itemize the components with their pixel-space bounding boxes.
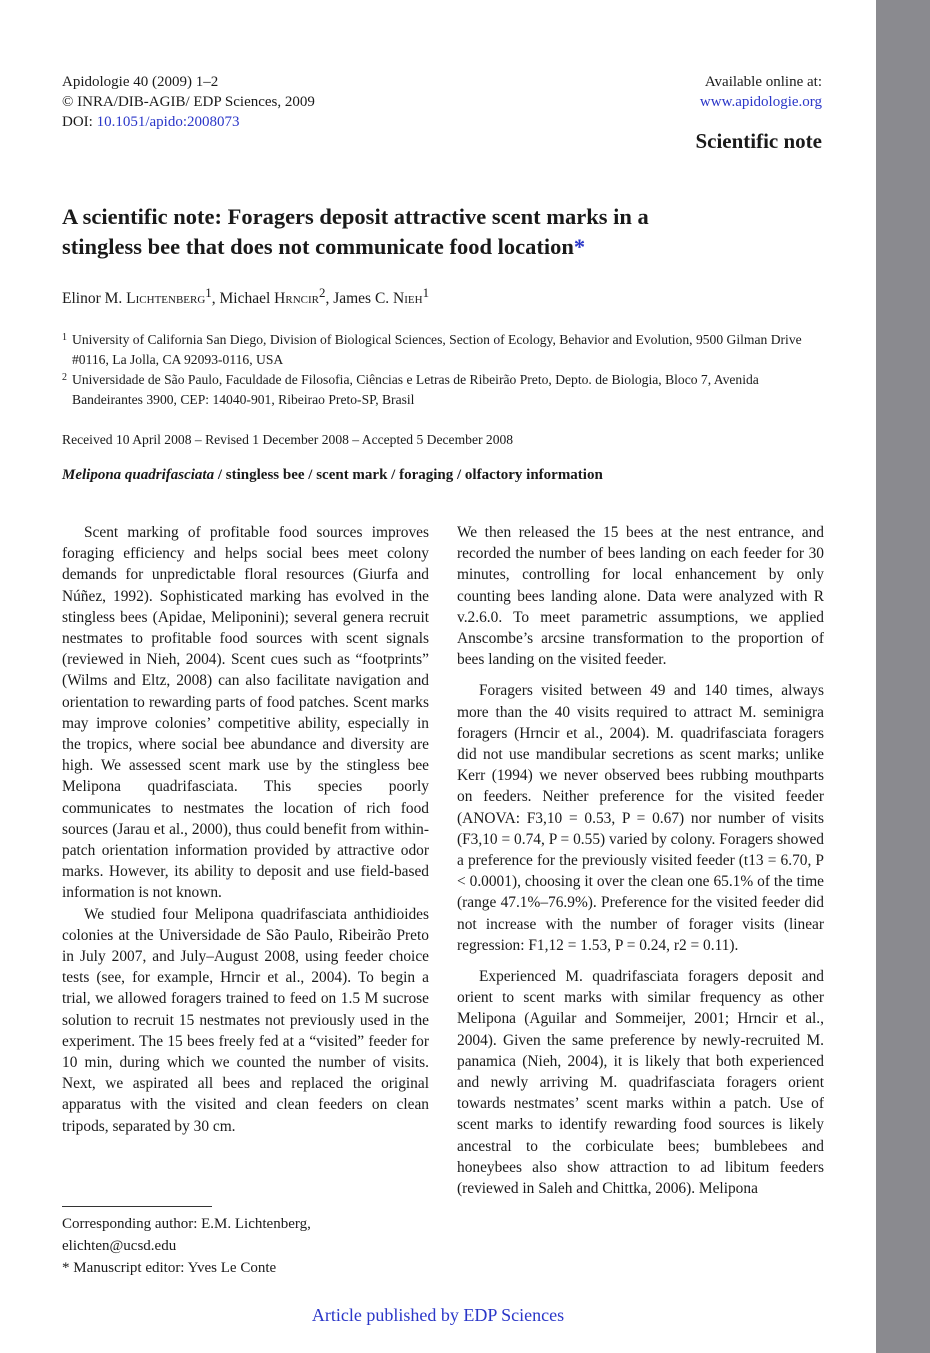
left-column [62, 522, 429, 1137]
left-paragraph-2: We studied four Melipona quadrifasciata anthidioides colonies at the Universidade de São Paulo, Ribeirão Preto in July 2007, and July–August 2008, using feeder choice tests (see, for example, Hrncir et al., 2004). To begin a trial, we allowed foragers trained to feed on 1.5 M sucrose solution to recruit 15 nestmates not previously used in the experiment. The 15 bees freely fed at a “visited” feeder for 10 min, during which we counted the number of visits. Next, we aspirated all bees and replaced the original apparatus with the visited and clean feeders on clean tripods, separated by 30 cm. [62, 905, 429, 1135]
affiliations [62, 330, 832, 410]
doi-line [62, 112, 315, 132]
author-1-affil: 1 [205, 285, 212, 300]
availability-header [700, 72, 822, 112]
doi-label: DOI: [62, 114, 97, 130]
publisher-footer[interactable] [0, 1305, 876, 1326]
corresponding-author: Corresponding author: E.M. Lichtenberg, [62, 1216, 311, 1232]
footnote-rule [62, 1206, 212, 1207]
manuscript-editor: * Manuscript editor: Yves Le Conte [62, 1260, 277, 1276]
affiliation-2 [62, 370, 832, 410]
publisher-link[interactable]: Article published by EDP Sciences [311, 1305, 565, 1325]
author-2-affil: 2 [318, 285, 326, 300]
page-edge-bar [876, 0, 930, 1353]
website-link[interactable]: www.apidologie.org [699, 94, 822, 110]
author-2-given: , Michael [211, 290, 275, 308]
journal-citation: Apidologie 40 (2009) 1–2 [62, 74, 219, 90]
affiliation-2-number: 2 [62, 372, 67, 383]
author-1-given: Elinor M. [62, 290, 127, 308]
received-dates: Received 10 April 2008 – Revised 1 December 2008 – Accepted 5 December 2008 [62, 432, 514, 447]
author-3-family: Nieh [393, 290, 423, 308]
right-paragraph-3: Experienced M. quadrifasciata foragers deposit and orient to scent marks with similar frequency as other Melipona (Aguilar and Sommeijer, 2001; Hrncir et al., 2004). Given the same preference by newly-recruited M. panamica (Nieh, 2004), it is likely that both experienced and newly arriving M. quadrifasciata foragers orient towards nestmates’ scent marks within a patch. Use of scent marks to identify rewarding food sources is likely ancestral to the corbiculate bees; bumblebees and honeybees also show attraction to ad libitum feeders (reviewed in Saleh and Chittka, 2006). Melipona [457, 968, 824, 1198]
keywords [62, 467, 603, 484]
author-list [62, 285, 429, 308]
right-column [457, 522, 824, 1199]
title-line-2 [62, 232, 822, 262]
affiliation-2-text: Universidade de São Paulo, Faculdade de Filosofia, Ciências e Letras de Ribeirão Preto, Depto. de Biologia, Bloco 7, Avenida Bandeirantes 3900, CEP: 14040-901, Ribeirao Preto-SP, Brasil [72, 372, 759, 407]
right-paragraph-1: We then released the 15 bees at the nest entrance, and recorded the number of bees landing on each feeder for 30 minutes, controlling for local enhancement by only counting bees landing alone. Data were analyzed with R v.2.6.0. To meet parametric assumptions, we applied Anscombe’s arcsine transformation to the proportion of bees landing on the visited feeder. [457, 524, 824, 669]
author-1-family: Lichtenberg [126, 290, 206, 308]
title-line-2-text: stingless bee that does not communicate food location [62, 234, 574, 259]
author-3-affil: 1 [422, 285, 430, 300]
affiliation-1-text: University of California San Diego, Division of Biological Sciences, Section of Ecology, Behavior and Evolution, 9500 Gilman Drive #0116, La Jolla, CA 92093-0116, USA [72, 332, 802, 367]
title-line-1: A scientific note: Foragers deposit attractive scent marks in a [62, 204, 649, 229]
author-3-given: , James C. [325, 290, 394, 308]
right-paragraph-2: Foragers visited between 49 and 140 times, always more than the 40 visits required to attract M. seminigra foragers (Hrncir et al., 2004). M. quadrifasciata foragers did not use mandibular secretions as scent marks; unlike Kerr (1994) we never observed bees rubbing mouthparts on feeders. Neither preference for the visited feeder (ANOVA: F3,10 = 0.53, P = 0.67) nor number of visits (F3,10 = 0.74, P = 0.55) varied by colony. Foragers showed a preference for the previously visited feeder (t13 = 6.70, P < 0.0001), choosing it over the clean one 65.1% of the time (range 47.1%–76.9%). Preference for the visited feeder did not increase with the number of forager visits (linear regression: F1,12 = 1.53, P = 0.24, r2 = 0.11). [457, 682, 824, 954]
available-online-label: Available online at: [704, 74, 822, 90]
keyword-species: Melipona quadrifasciata [62, 467, 215, 483]
left-paragraph-1: Scent marking of profitable food sources improves foraging efficiency and helps social bees meet colony demands for unpredictable floral resources (Giurfa and Núñez, 1992). Sophisticated marking has evolved in the stingless bees (Apidae, Meliponini); several genera recruit nestmates to profitable food sources with scent signals (reviewed in Nieh, 2004). Scent cues such as “footprints” (Wilms and Eltz, 2008) can also facilitate navigation and orientation to rewarding parts of food patches. Scent marks may improve colonies’ competitive ability, especially in the tropics, where social bee abundance and diversity are high. We assessed scent mark use by the stingless bee Melipona quadrifasciata. This species poorly communicates to nestmates the location of rich food sources (Jarau et al., 2000), thus could benefit from within-patch orientation information provided by attractive odor marks. However, its ability to deposit and use field-based information is not known. [62, 524, 429, 902]
keyword-rest: / stingless bee / scent mark / foraging / olfactory information [214, 467, 603, 483]
copyright-line: © INRA/DIB-AGIB/ EDP Sciences, 2009 [62, 94, 315, 110]
author-email: elichten@ucsd.edu [62, 1238, 177, 1254]
article-title [62, 202, 822, 262]
affiliation-1-number: 1 [62, 332, 67, 343]
section-label: Scientific note [695, 129, 822, 153]
affiliation-1 [62, 330, 832, 370]
title-footnote-star[interactable]: * [573, 234, 586, 259]
footnotes [62, 1206, 429, 1279]
author-2-family: Hrncir [274, 290, 319, 308]
doi-link[interactable]: 10.1051/apido:2008073 [96, 114, 240, 130]
journal-header [62, 72, 315, 132]
